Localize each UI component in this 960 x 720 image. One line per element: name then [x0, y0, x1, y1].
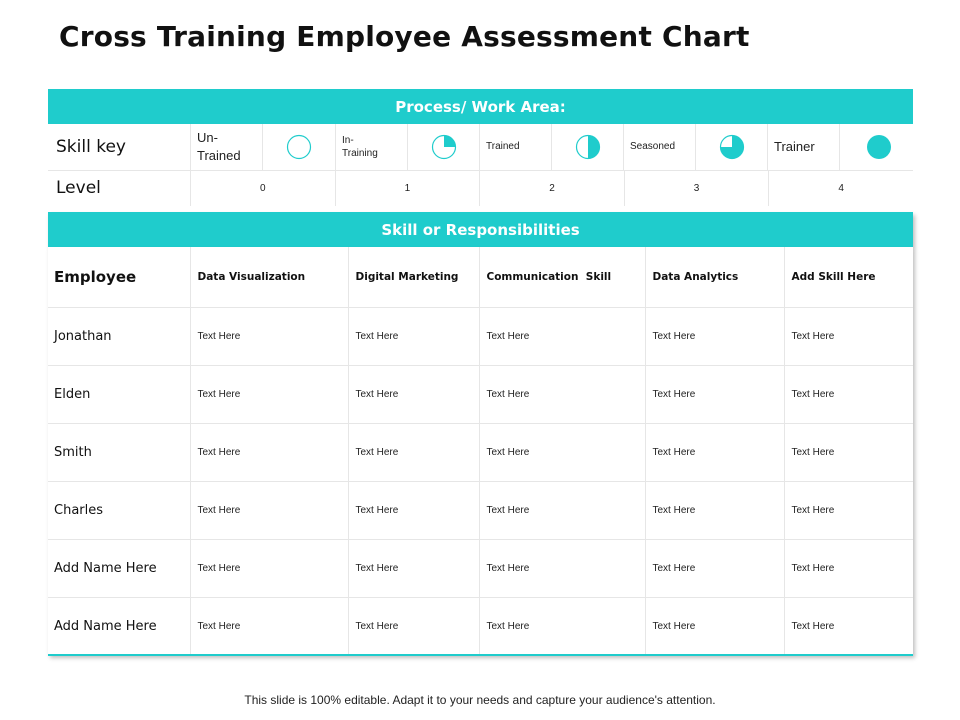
table-cell: Text Here	[190, 481, 348, 539]
table-cell: Text Here	[479, 539, 645, 597]
table-row	[48, 539, 913, 597]
legend-cell-in-training	[335, 124, 407, 170]
level-value-2: 2	[479, 170, 624, 206]
legend-icon-cell-seasoned	[695, 124, 767, 170]
table-cell: Text Here	[784, 307, 913, 365]
legend-cell-untrained	[190, 124, 262, 170]
full-circle-icon	[866, 134, 892, 160]
level-value-4: 4	[768, 170, 913, 206]
table-cell: Text Here	[645, 597, 784, 655]
skills-table-wrap	[48, 247, 913, 655]
process-work-area-band: Process/ Work Area:	[48, 89, 913, 124]
legend-label-seasoned: Seasoned	[630, 141, 676, 153]
table-cell: Text Here	[190, 597, 348, 655]
table-cell: Text Here	[784, 597, 913, 655]
column-header-data-visualization: Data Visualization	[190, 247, 348, 307]
legend-cell-trained	[479, 124, 551, 170]
column-header-data-analytics: Data Analytics	[645, 247, 784, 307]
column-header-digital-marketing: Digital Marketing	[348, 247, 479, 307]
legend-label-untrained: Un- Trained	[197, 130, 241, 163]
table-bottom-accent-line	[48, 654, 913, 656]
table-row	[48, 423, 913, 481]
table-row	[48, 365, 913, 423]
table-cell: Text Here	[348, 539, 479, 597]
table-header-row	[48, 247, 913, 307]
table-cell: Text Here	[190, 539, 348, 597]
legend-icon-cell-untrained	[262, 124, 335, 170]
table-cell: Text Here	[190, 423, 348, 481]
legend-icon-cell-trained	[551, 124, 623, 170]
empty-circle-icon	[286, 134, 312, 160]
legend-cell-seasoned	[623, 124, 695, 170]
table-cell: Text Here	[784, 539, 913, 597]
employee-name: Charles	[48, 481, 190, 539]
skills-table	[48, 247, 913, 655]
employee-name: Add Name Here	[54, 618, 157, 634]
employee-name: Elden	[48, 365, 190, 423]
quarter-circle-icon	[431, 134, 457, 160]
table-cell: Text Here	[479, 597, 645, 655]
table-cell: Text Here	[784, 423, 913, 481]
legend-icon-cell-in-training	[407, 124, 479, 170]
skill-key-label: Skill key	[56, 137, 126, 157]
table-cell: Text Here	[784, 365, 913, 423]
level-row	[48, 170, 913, 206]
column-header-add-skill: Add Skill Here	[784, 247, 913, 307]
three-quarter-circle-icon	[719, 134, 745, 160]
level-value-1: 1	[335, 170, 480, 206]
level-value-0: 0	[190, 170, 335, 206]
footer-note: This slide is 100% editable. Adapt it to your needs and capture your audience's attention.	[244, 693, 716, 707]
skill-responsibilities-band: Skill or Responsibilities	[48, 212, 913, 247]
table-row	[48, 481, 913, 539]
table-cell: Text Here	[348, 481, 479, 539]
table-cell: Text Here	[348, 307, 479, 365]
table-cell: Text Here	[479, 481, 645, 539]
employee-name: Add Name Here	[48, 539, 190, 597]
skill-key-row	[48, 124, 913, 171]
table-cell: Text Here	[348, 423, 479, 481]
table-cell: Text Here	[645, 423, 784, 481]
table-cell: Text Here	[479, 307, 645, 365]
table-cell: Text Here	[190, 365, 348, 423]
page-title: Cross Training Employee Assessment Chart	[59, 20, 750, 53]
legend-icon-cell-trainer	[839, 124, 917, 170]
table-cell: Text Here	[645, 539, 784, 597]
table-cell: Text Here	[479, 423, 645, 481]
column-header-employee: Employee	[48, 247, 190, 307]
legend-label-trained: Trained	[486, 141, 520, 153]
level-value-3: 3	[624, 170, 769, 206]
employee-name: Jonathan	[48, 307, 190, 365]
table-cell: Text Here	[645, 365, 784, 423]
table-row	[48, 307, 913, 365]
skill-key-legend	[48, 124, 913, 206]
table-cell: Text Here	[348, 597, 479, 655]
table-cell: Text Here	[190, 307, 348, 365]
legend-label-trainer: Trainer	[774, 139, 815, 155]
table-row	[48, 597, 913, 655]
table-cell: Text Here	[784, 481, 913, 539]
table-cell: Text Here	[348, 365, 479, 423]
table-cell: Text Here	[645, 307, 784, 365]
employee-name: Smith	[48, 423, 190, 481]
column-header-communication-skill: Communication Skill	[479, 247, 645, 307]
level-label: Level	[56, 178, 101, 198]
table-cell: Text Here	[479, 365, 645, 423]
legend-cell-trainer	[767, 124, 839, 170]
legend-label-in-training: In- Training	[342, 134, 378, 159]
table-cell: Text Here	[645, 481, 784, 539]
half-circle-icon	[575, 134, 601, 160]
